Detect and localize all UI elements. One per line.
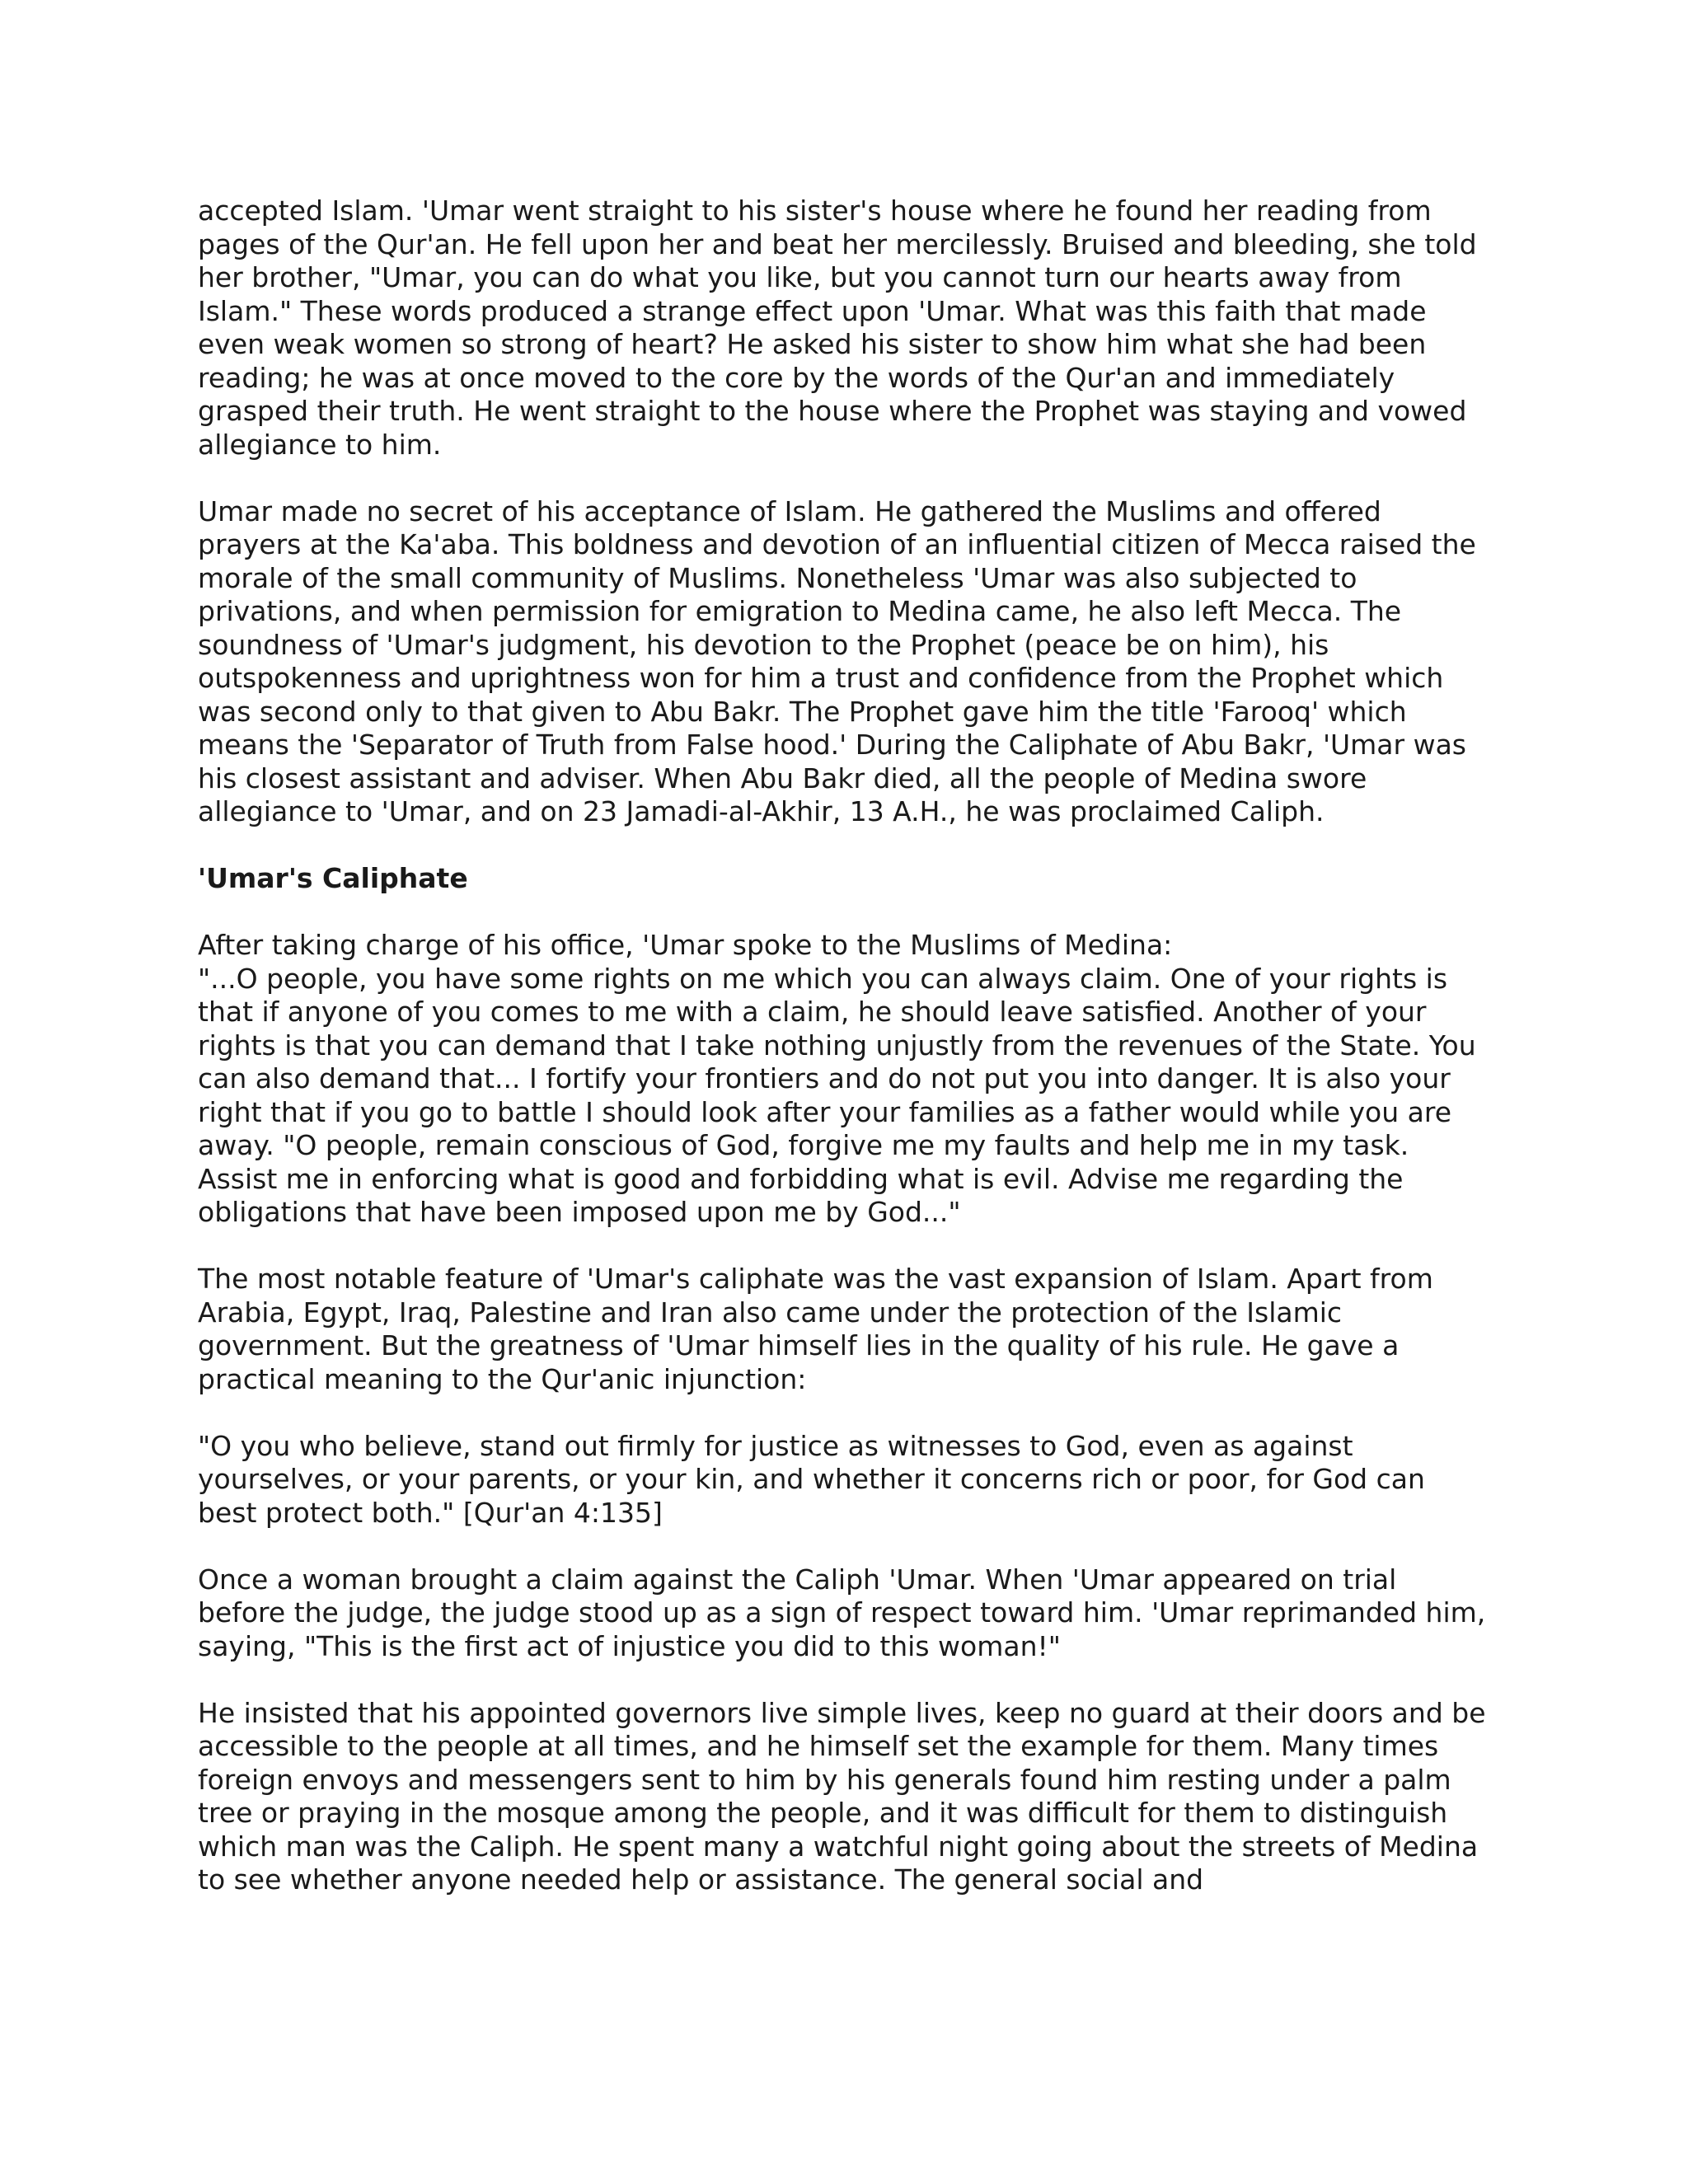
- paragraph-speech-intro: After taking charge of his office, 'Umar spoke to the Muslims of Medina:: [198, 929, 1173, 961]
- paragraph-quran-quote: "O you who believe, stand out firmly for justice as witnesses to God, even as against yourselves, or your parents, or your kin, and whether it concerns rich or poor, for God can best protect both." [Qur'an 4:135]: [198, 1429, 1425, 1529]
- paragraph-acceptance: Umar made no secret of his acceptance of Islam. He gathered the Muslims and offered prayers at the Ka'aba. This boldness and devotion of an influential citizen of Mecca raised the morale of the small community of Muslims. Nonetheless 'Umar was also subjected to privations, and when permission for emigration to Medina came, he also left Mecca. The soundness of 'Umar's judgment, his devotion to the Prophet (peace be on him), his outspokenness and uprightness won for him a trust and confidence from the Prophet which was second only to that given to Abu Bakr. The Prophet gave him the title 'Farooq' which means the 'Separator of Truth from False hood.' During the Caliphate of Abu Bakr, 'Umar was his closest assistant and adviser. When Abu Bakr died, all the people of Medina swore allegiance to 'Umar, and on 23 Jamadi-al-Akhir, 13 A.H., he was proclaimed Caliph.: [198, 494, 1476, 827]
- paragraph-expansion: The most notable feature of 'Umar's caliphate was the vast expansion of Islam. Apart from Arabia, Egypt, Iraq, Palestine and Iran also came under the protection of the Islamic government. But the greatness of 'Umar himself lies in the quality of his rule. He gave a practical meaning to the Qur'anic injunction:: [198, 1263, 1433, 1395]
- document-page: [198, 194, 1492, 1897]
- section-heading: 'Umar's Caliphate: [198, 862, 468, 894]
- paragraph-governors: He insisted that his appointed governors live simple lives, keep no guard at their doors and be accessible to the people at all times, and he himself set the example for them. Many times foreign envoys and messengers sent to him by his generals found him resting under a palm tree or praying in the mosque among the people, and it was difficult for them to distinguish which man was the Caliph. He spent many a watchful night going about the streets of Medina to see whether anyone needed help or assistance. The general social and: [198, 1696, 1486, 1896]
- paragraph-speech: "...O people, you have some rights on me which you can always claim. One of your rights is that if anyone of you comes to me with a claim, he should leave satisfied. Another of your rights is that you can demand that I take nothing unjustly from the revenues of the State. You can also demand that... I fortify your frontiers and do not put you into danger. It is also your right that if you go to battle I should look after your families as a father would while you are away. "O people, remain conscious of God, forgive me my faults and help me in my task. Assist me in enforcing what is good and forbidding what is evil. Advise me regarding the obligations that have been imposed upon me by God...": [198, 962, 1476, 1228]
- paragraph-sister-house: accepted Islam. 'Umar went straight to his sister's house where he found her reading from pages of the Qur'an. He fell upon her and beat her mercilessly. Bruised and bleeding, she told her brother, "Umar, you can do what you like, but you cannot turn our hearts away from Islam." These words produced a strange effect upon 'Umar. What was this faith that made even weak women so strong of heart? He asked his sister to show him what she had been reading; he was at once moved to the core by the words of the Qur'an and immediately grasped their truth. He went straight to the house where the Prophet was staying and vowed allegiance to him.: [198, 194, 1477, 461]
- paragraph-woman-claim: Once a woman brought a claim against the Caliph 'Umar. When 'Umar appeared on trial before the judge, the judge stood up as a sign of respect toward him. 'Umar reprimanded him, saying, "This is the first act of injustice you did to this woman!": [198, 1563, 1486, 1662]
